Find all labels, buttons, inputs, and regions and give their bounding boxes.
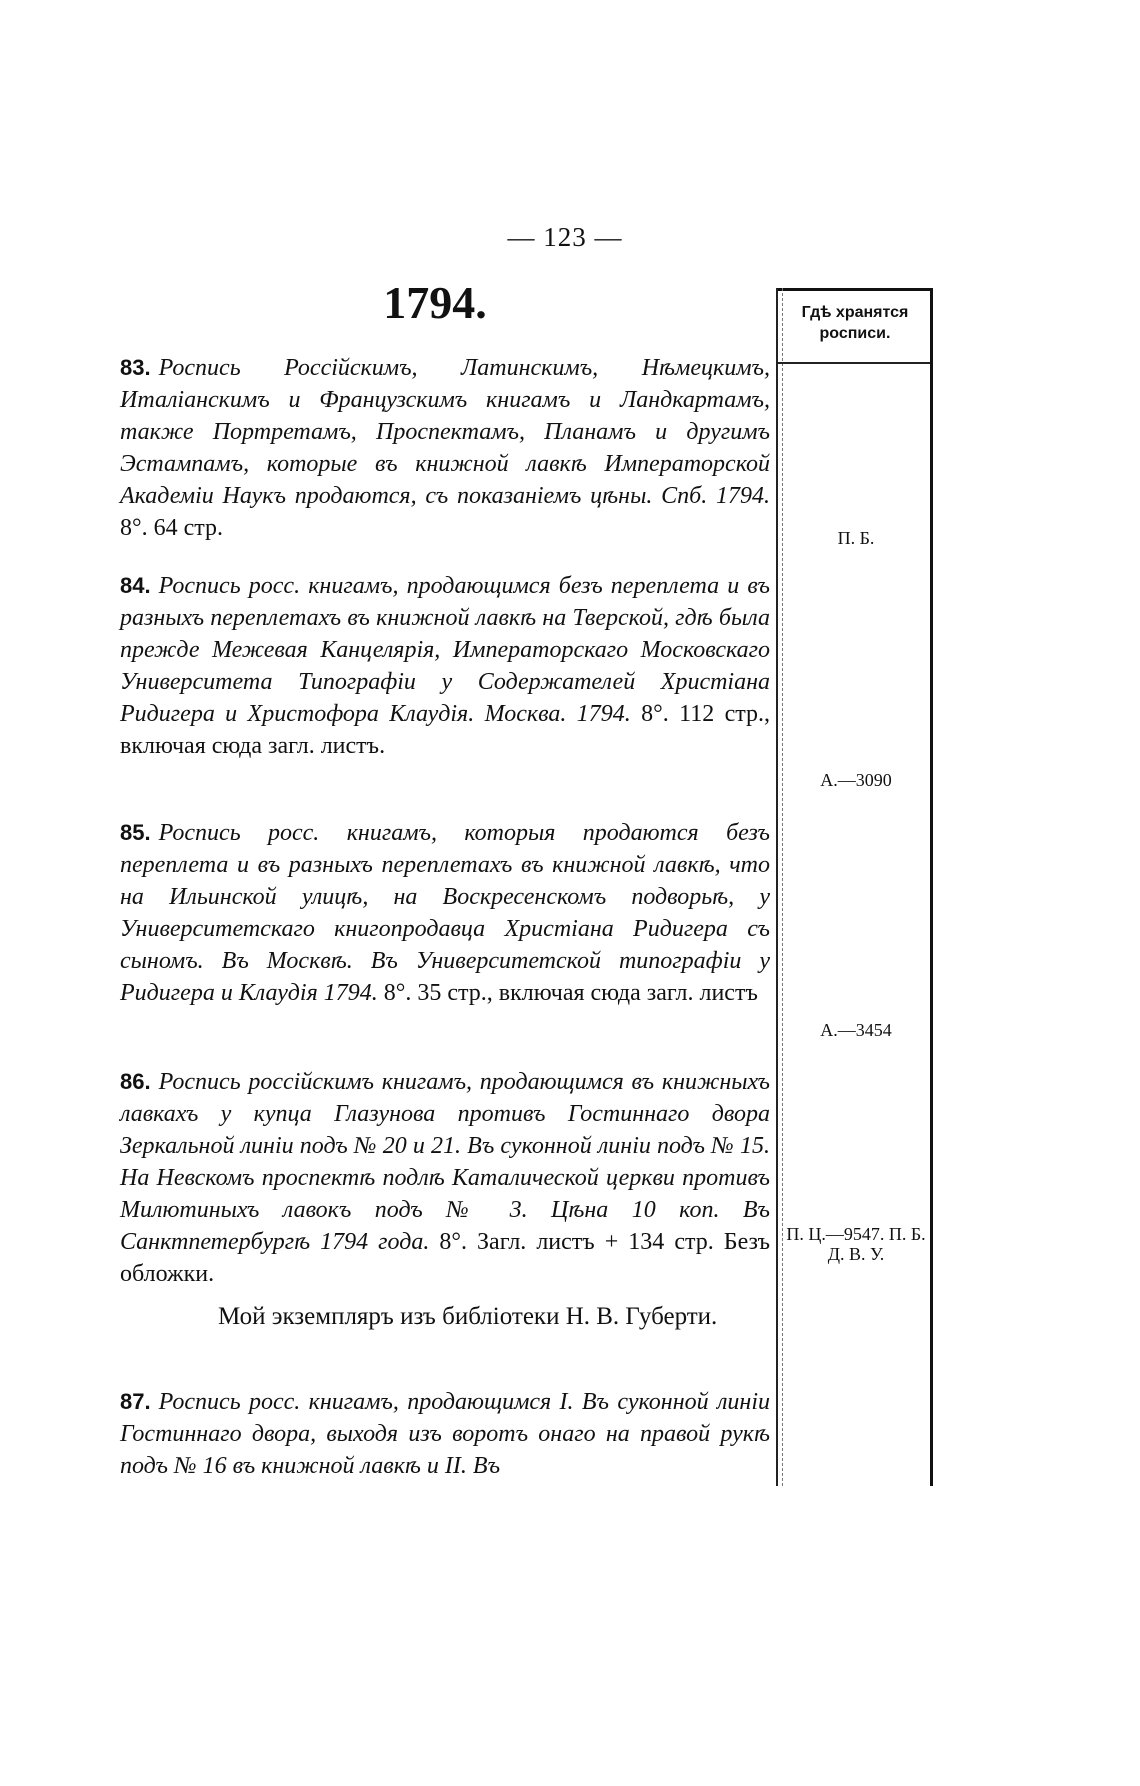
- page-number: — 123 —: [507, 222, 623, 252]
- entry-84-location: А.—3090: [820, 770, 892, 790]
- entry-text: Роспись росс. книгамъ, продающимся безъ переплета и въ разныхъ переплетахъ въ книжной лавкѣ на Тверской, гдѣ была прежде Межевая Канцелярія, Императорскаго Московскаго Университета Типографіи у Содержателей Христіана Ридигера и Христофора Клаудія. Москва. 1794.: [120, 573, 770, 727]
- entry-86-location: П. Ц.—9547. П. Б. Д. В. У.: [786, 1224, 926, 1264]
- location-column-divider: [776, 288, 778, 1486]
- provenance-note: Мой экземпляръ изъ библіотеки Н. В. Губерти.: [218, 1303, 718, 1330]
- entry-text: Роспись россійскимъ книгамъ, продающимся въ книжныхъ лавкахъ у купца Глазунова противъ Гостиннаго двора Зеркальной линіи подъ № 20 и 21. Въ суконной линіи подъ № 15. На Невскомъ проспектѣ подлѣ Каталической церкви противъ Милютиныхъ лавокъ подъ № 3. Цѣна 10 коп. Въ Санктпетербургѣ 1794 года.: [120, 1069, 770, 1255]
- entry-86: [120, 1066, 770, 1290]
- year-heading: 1794.: [383, 277, 487, 328]
- entry-87: [120, 1386, 770, 1482]
- location-column-header-rule: [778, 362, 930, 364]
- entry-number: 86.: [120, 1069, 151, 1094]
- entry-number: 87.: [120, 1389, 151, 1414]
- entry-83: [120, 352, 770, 544]
- entry-number: 83.: [120, 355, 151, 380]
- entry-85: [120, 817, 770, 1009]
- location-column-header: Гдѣ хранятся росписи.: [801, 304, 909, 342]
- entry-tail: 8°. 35 стр., включая сюда загл. листъ: [377, 980, 758, 1006]
- location-column-top-border: [776, 288, 933, 291]
- entry-number: 85.: [120, 820, 151, 845]
- location-column-divider-inner: [782, 288, 783, 1486]
- entry-text: Роспись Россійскимъ, Латинскимъ, Нѣмецкимъ, Италіанскимъ и Французскимъ книгамъ и Ландкартамъ, также Портретамъ, Проспектамъ, Планамъ и другимъ Эстампамъ, которые въ книжной лавкѣ Императорской Академіи Наукъ продаются, съ показаніемъ цѣны. Спб. 1794.: [120, 355, 770, 509]
- entry-tail: 8°. Загл. листъ + 134 стр. Безъ обложки.: [120, 1229, 770, 1287]
- entry-text: Роспись росс. книгамъ, продающимся I. Въ суконной линіи Гостиннаго двора, выходя изъ воротъ онаго на правой рукѣ подъ № 16 въ книжной лавкѣ и II. Въ: [120, 1389, 770, 1479]
- entry-number: 84.: [120, 573, 151, 598]
- entry-83-location: П. Б.: [837, 528, 875, 548]
- entry-tail: 8°. 112 стр., включая сюда загл. листъ.: [120, 701, 770, 759]
- entry-84: [120, 570, 770, 762]
- entry-85-location: А.—3454: [820, 1020, 892, 1040]
- entry-tail: 8°. 64 стр.: [120, 515, 224, 541]
- location-column-right-border: [930, 288, 933, 1486]
- entry-text: Роспись росс. книгамъ, которыя продаются безъ переплета и въ разныхъ переплетахъ въ книжной лавкѣ, что на Ильинской улицѣ, на Воскресенскомъ подворьѣ, у Университетскаго книгопродавца Христіана Ридигера съ сыномъ. Въ Москвѣ. Въ Университетской типографіи у Ридигера и Клаудія 1794.: [120, 820, 770, 1006]
